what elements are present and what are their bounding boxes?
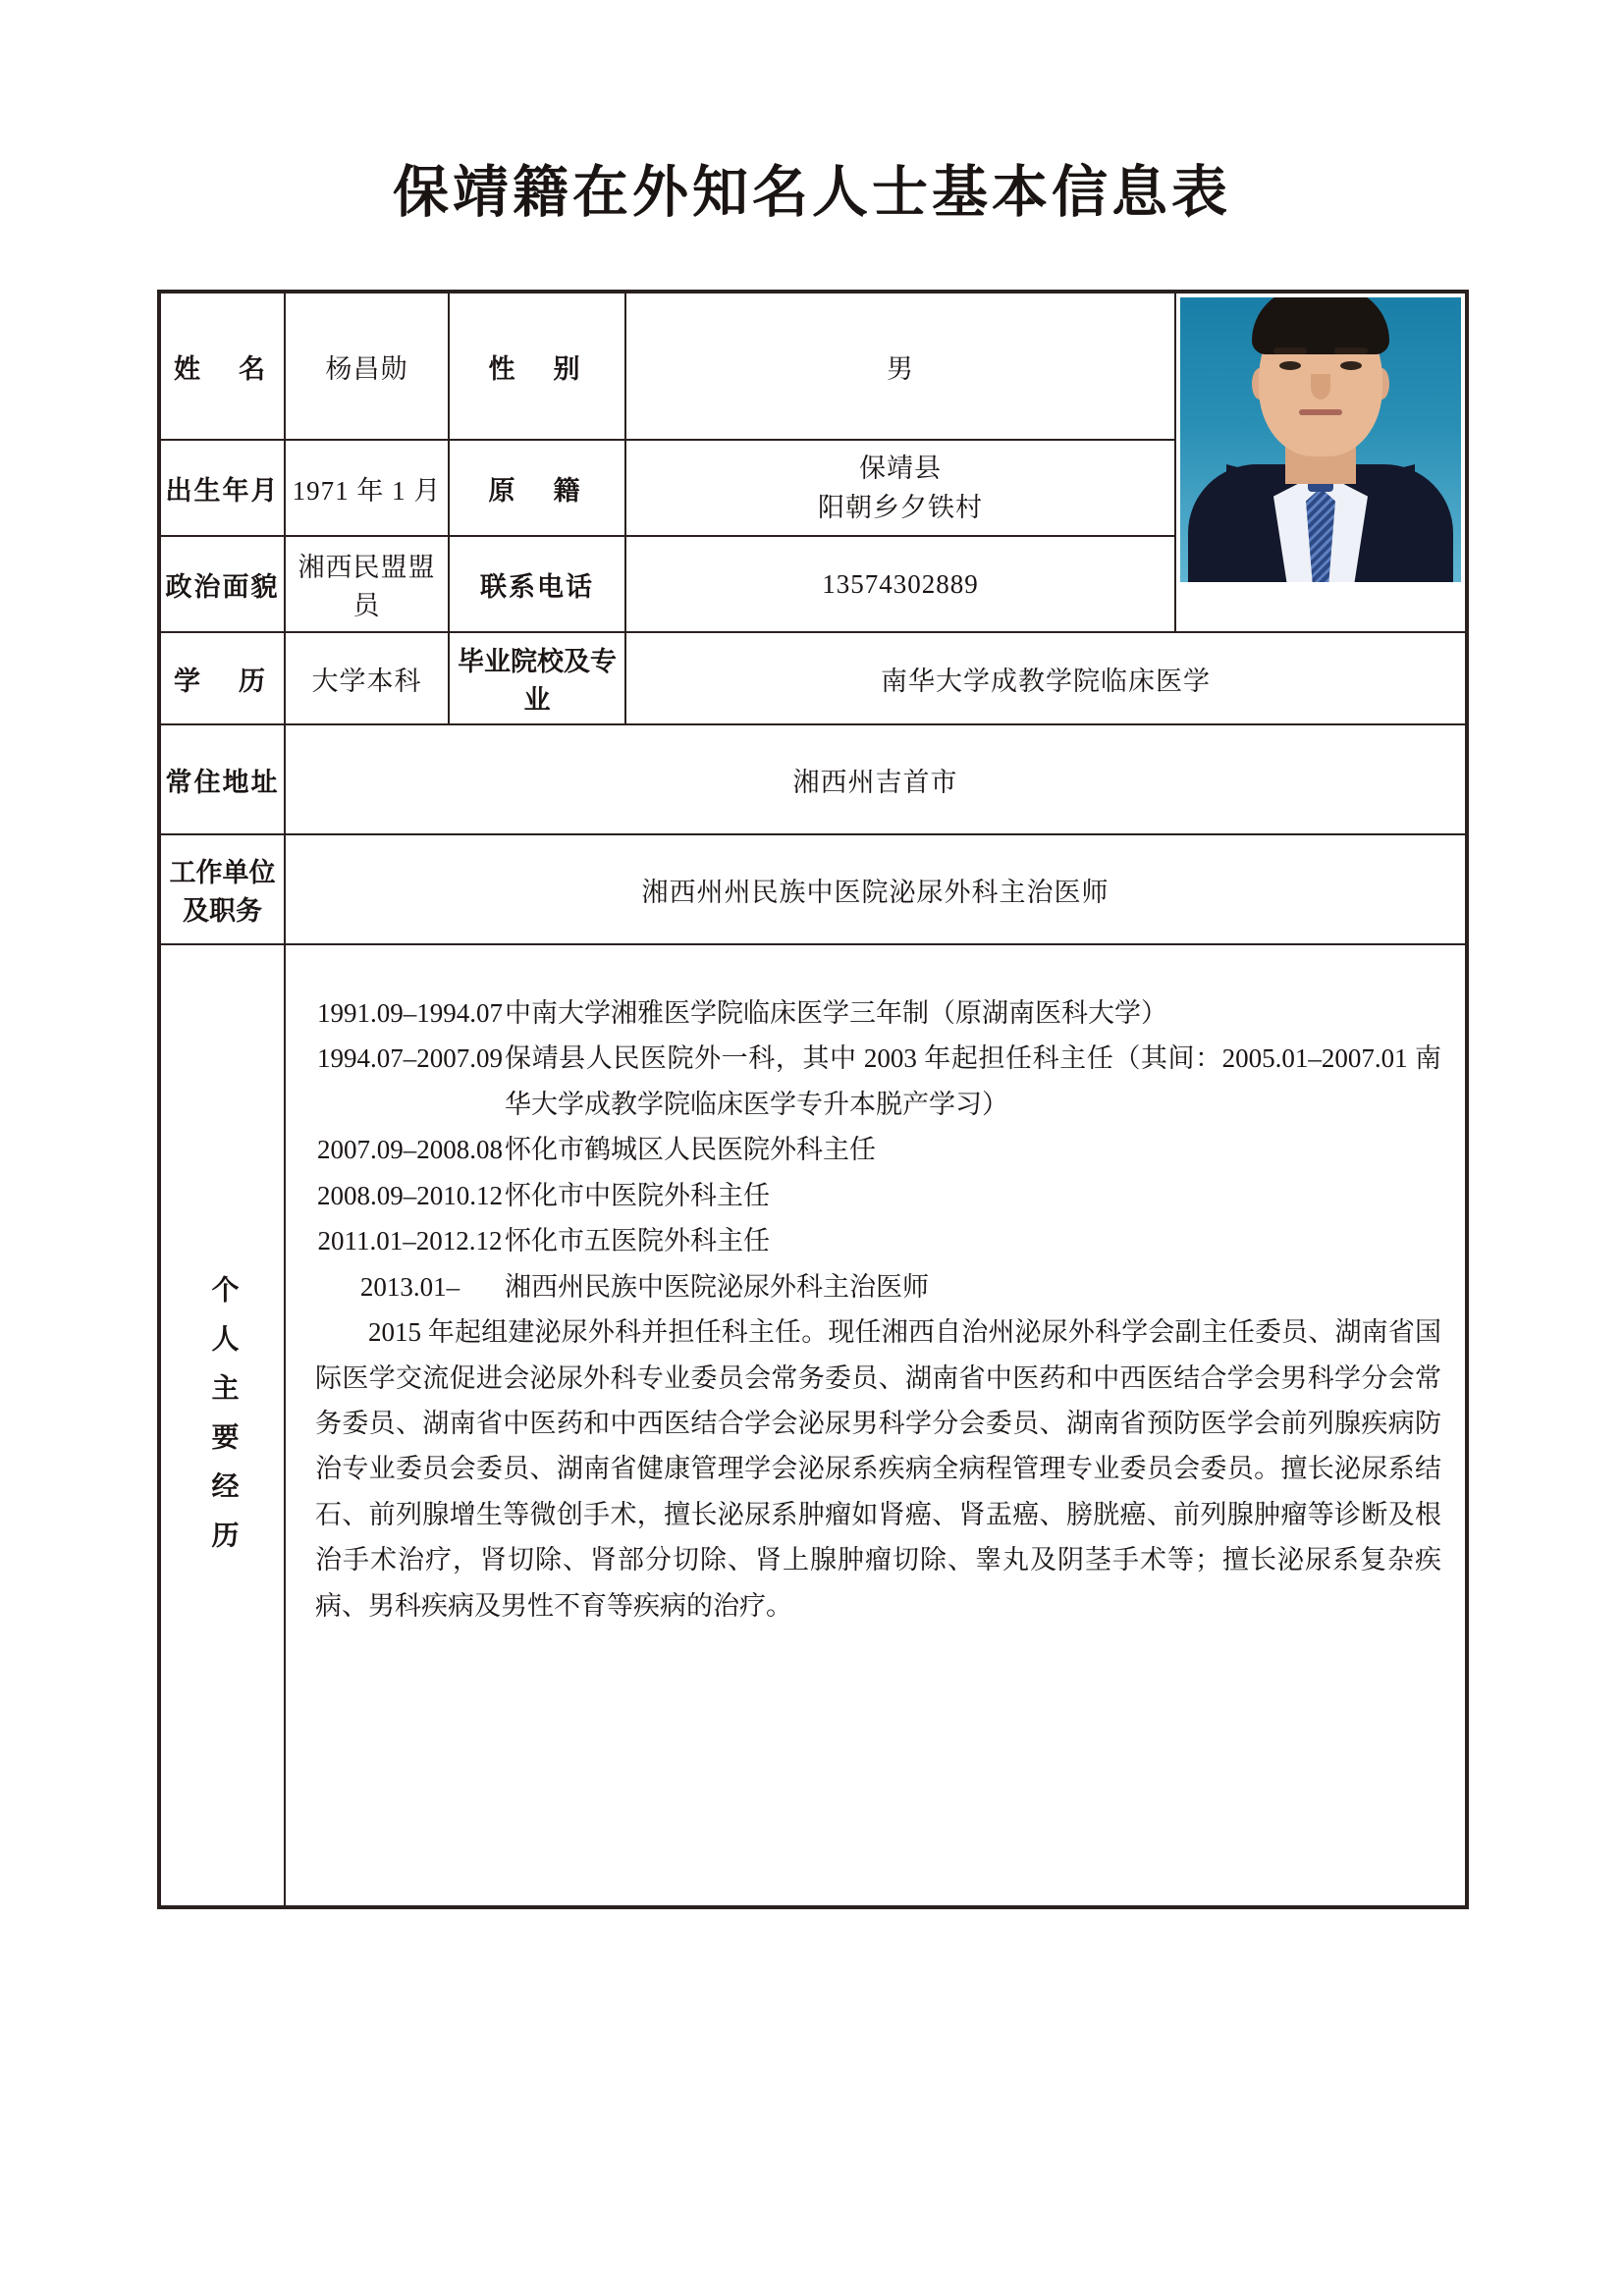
photo-cell xyxy=(1175,292,1467,632)
experience-entry xyxy=(315,1127,1441,1172)
value-origin-line2: 阳朝乡夕铁村 xyxy=(818,493,983,522)
value-school-major: 南华大学成教学院临床医学 xyxy=(625,632,1467,724)
experience-entry xyxy=(315,1264,1441,1309)
value-origin-line1: 保靖县 xyxy=(859,453,942,483)
label-birth-date: 出生年月 xyxy=(159,440,285,536)
portrait-mouth xyxy=(1299,409,1342,415)
value-gender: 男 xyxy=(625,292,1175,440)
portrait-eyebrow-left xyxy=(1273,347,1307,354)
table-row-work xyxy=(159,834,1467,944)
value-origin xyxy=(625,440,1175,536)
experience-entry-text: 怀化市鹤城区人民医院外科主任 xyxy=(505,1135,876,1165)
value-phone: 13574302889 xyxy=(625,536,1175,632)
value-political-status: 湘西民盟盟员 xyxy=(285,536,449,632)
table-row-education xyxy=(159,632,1467,724)
experience-entry-list xyxy=(315,990,1441,1309)
experience-entry-text: 怀化市五医院外科主任 xyxy=(505,1226,770,1256)
table-row-name xyxy=(159,292,1467,440)
label-education: 学 历 xyxy=(159,632,285,724)
page-title: 保靖籍在外知名人士基本信息表 xyxy=(393,162,1231,224)
portrait-eye-right xyxy=(1340,361,1362,370)
experience-entry-text: 怀化市中医院外科主任 xyxy=(505,1180,770,1210)
experience-entry-text: 保靖县人民医院外一科，其中 2003 年起担任科主任（其间：2005.01–2007.01 南华大学成教学院临床医学专升本脱产学习） xyxy=(505,1043,1441,1119)
value-education: 大学本科 xyxy=(285,632,449,724)
label-school-major: 毕业院校及专业 xyxy=(449,632,625,724)
portrait-hair xyxy=(1252,297,1389,354)
experience-entry xyxy=(315,1173,1441,1218)
value-address: 湘西州吉首市 xyxy=(285,724,1467,834)
label-political-status: 政治面貌 xyxy=(159,536,285,632)
experience-entry-date: 2011.01–2012.12 xyxy=(317,1226,503,1256)
experience-entry-date: 2007.09–2008.08 xyxy=(317,1135,503,1165)
label-phone: 联系电话 xyxy=(449,536,625,632)
portrait-photo xyxy=(1180,297,1461,582)
experience-entry-text: 中南大学湘雅医学院临床医学三年制（原湖南医科大学） xyxy=(505,998,1167,1028)
portrait-nose xyxy=(1311,374,1330,400)
portrait-eyebrow-right xyxy=(1334,347,1368,354)
value-name: 杨昌勋 xyxy=(285,292,449,440)
experience-entry-text: 湘西州民族中医院泌尿外科主治医师 xyxy=(505,1271,929,1302)
value-experience xyxy=(285,944,1467,1907)
label-name: 姓 名 xyxy=(159,292,285,440)
label-address: 常住地址 xyxy=(159,724,285,834)
table-row-experience xyxy=(159,944,1467,1907)
value-birth-date: 1971 年 1 月 xyxy=(285,440,449,536)
label-experience: 个人主要经历 xyxy=(207,1274,239,1570)
table-row-address xyxy=(159,724,1467,834)
experience-entry xyxy=(315,1036,1441,1127)
experience-entry-date: 1994.07–2007.09 xyxy=(317,1043,503,1074)
experience-entry-date: 2008.09–2010.12 xyxy=(317,1180,503,1210)
experience-entry xyxy=(315,990,1441,1036)
label-experience-cell xyxy=(159,944,285,1907)
experience-entry-date: 1991.09–1994.07 xyxy=(317,998,503,1028)
experience-entry-date: 2013.01– xyxy=(359,1271,460,1302)
label-work-unit: 工作单位及职务 xyxy=(159,834,285,944)
experience-entry xyxy=(315,1218,1441,1263)
value-work-unit: 湘西州州民族中医院泌尿外科主治医师 xyxy=(285,834,1467,944)
experience-summary-paragraph: 2015 年起组建泌尿外科并担任科主任。现任湘西自治州泌尿外科学会副主任委员、湖南省国际医学交流促进会泌尿外科专业委员会常务委员、湖南省中医药和中西医结合学会男科学分会常务委员、湖南省中医药和中西医结合学会泌尿男科学分会委员、湖南省预防医学会前列腺疾病防治专业委员会委员、湖南省健康管理学会泌尿系疾病全病程管理专业委员会委员。擅长泌尿系结石、前列腺增生等微创手术，擅长泌尿系肿瘤如肾癌、肾盂癌、膀胱癌、前列腺肿瘤等诊断及根治手术治疗，肾切除、肾部分切除、肾上腺肿瘤切除、睾丸及阴茎手术等；擅长泌尿系复杂疾病、男科疾病及男性不育等疾病的治疗。 xyxy=(315,1317,1441,1621)
label-origin: 原 籍 xyxy=(449,440,625,536)
personal-info-table xyxy=(157,290,1469,1909)
portrait-eye-left xyxy=(1279,361,1301,370)
label-gender: 性 别 xyxy=(449,292,625,440)
